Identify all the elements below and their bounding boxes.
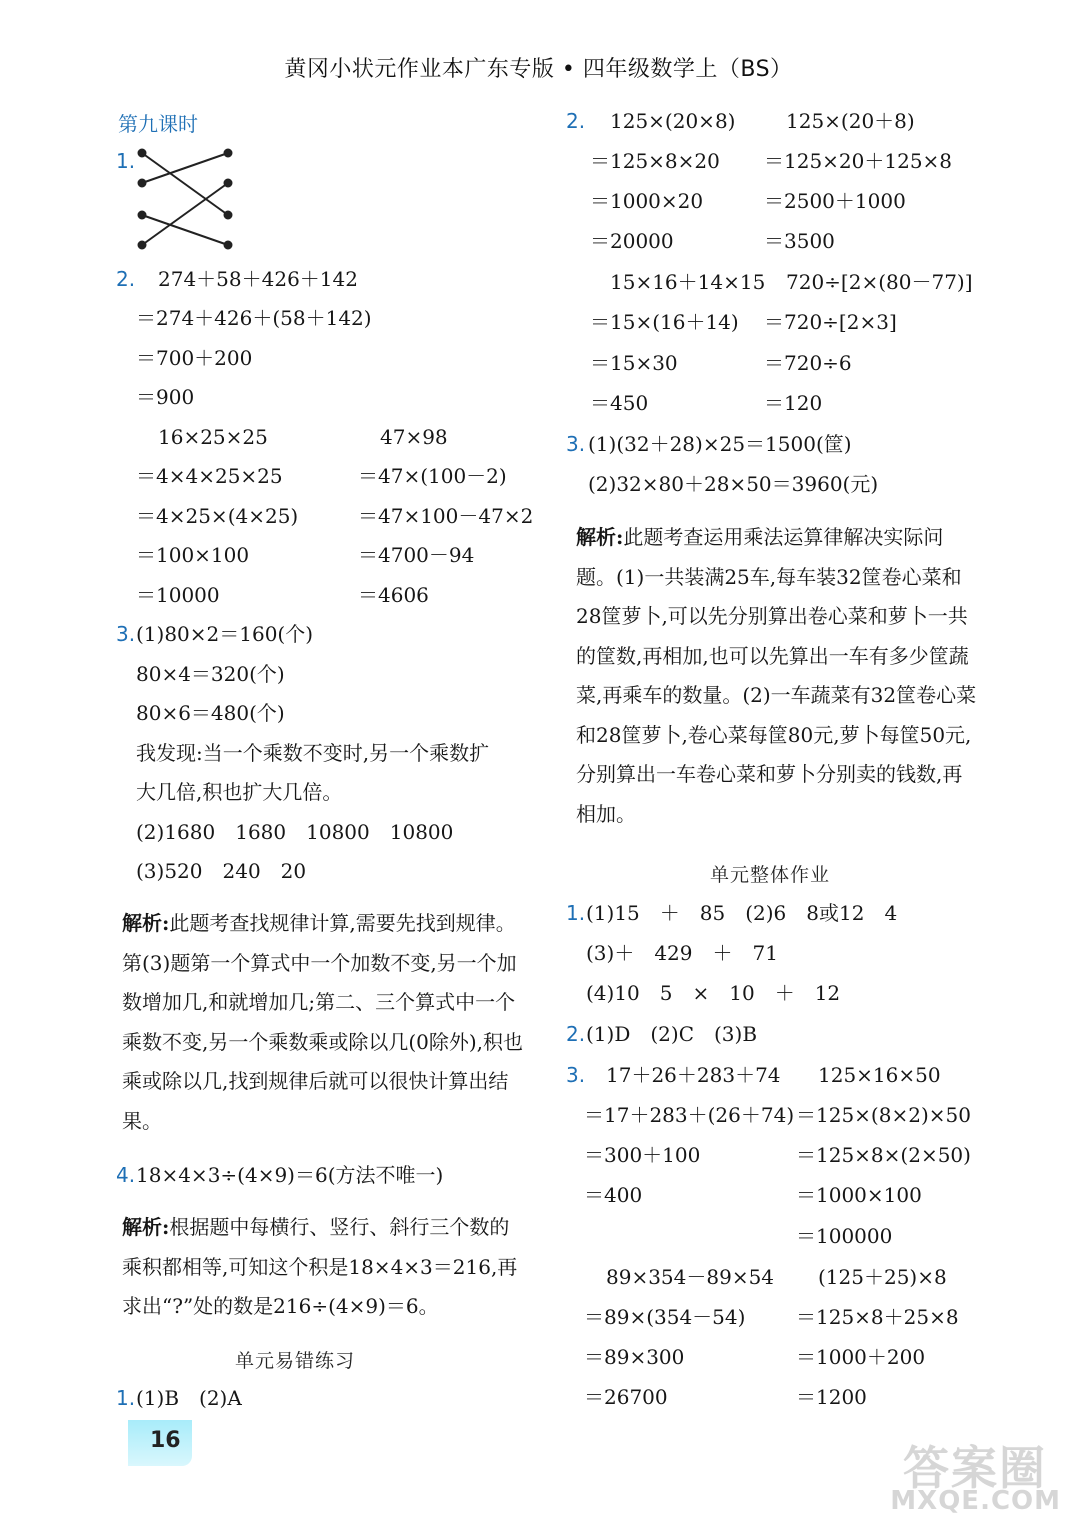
calc-line: ＝300＋100 — [584, 1143, 701, 1167]
matching-lines-diagram — [130, 145, 240, 255]
calc-line: 125×16×50 — [818, 1063, 941, 1087]
calc-line: 16×25×25 — [158, 425, 268, 449]
answer-line: (3)520 240 20 — [136, 859, 307, 883]
calc-line: 17＋26＋283＋74 — [606, 1063, 781, 1087]
answer-line: (2)32×80＋28×50＝3960(元) — [588, 472, 879, 496]
calc-line: ＝4606 — [358, 583, 429, 607]
question-3-number: 3. — [566, 1063, 586, 1087]
watermark-logo-text: 答案圈 — [903, 1441, 1047, 1495]
calc-line: ＝125×8＋25×8 — [796, 1305, 959, 1329]
calc-line: ＝89×300 — [584, 1345, 685, 1369]
watermark-logo — [877, 1428, 1067, 1528]
calc-line: ＝2500＋1000 — [764, 189, 906, 213]
calc-line: 15×16＋14×15 — [610, 270, 766, 294]
analysis-label: 解析: — [576, 525, 624, 549]
question-2-number: 2. — [116, 267, 136, 291]
analysis-paragraph — [576, 518, 978, 834]
question-2-number: 2. — [566, 109, 586, 133]
calc-line: ＝125×(8×2)×50 — [796, 1103, 971, 1127]
answer-line: 大几倍,积也扩大几倍。 — [136, 780, 343, 804]
analysis-paragraph — [122, 904, 524, 1141]
calc-line: ＝26700 — [584, 1385, 668, 1409]
page-header: 黄冈小状元作业本广东专版 • 四年级数学上（BS） — [284, 57, 793, 82]
calc-line: ＝89×(354－54) — [584, 1305, 746, 1329]
calc-line: ＝10000 — [136, 583, 220, 607]
calc-line: ＝720÷[2×3] — [764, 310, 897, 334]
answer-line: (1)D (2)C (3)B — [586, 1022, 758, 1046]
question-1-number: 1. — [116, 1386, 136, 1410]
calc-line: ＝4×4×25×25 — [136, 464, 283, 488]
calc-line: ＝3500 — [764, 229, 835, 253]
calc-line: 125×(20×8) — [610, 109, 736, 133]
analysis-label: 解析: — [122, 1215, 170, 1239]
page-number: 16 — [150, 1428, 181, 1453]
calc-line: ＝125×8×(2×50) — [796, 1143, 971, 1167]
answer-line: 18×4×3÷(4×9)＝6(方法不唯一) — [136, 1163, 444, 1187]
calc-line: ＝4700－94 — [358, 543, 475, 567]
answer-line: 80×6＝480(个) — [136, 701, 285, 725]
section-subheading: 单元易错练习 — [234, 1350, 355, 1372]
analysis-text: 此题考查运用乘法运算律解决实际问题。(1)一共装满25车,每车装32筐卷心菜和28筐萝卜,可以先分别算出卷心菜和萝卜一共的筐数,再相加,也可以先算出一车有多少筐蔬菜,再乘车的数量。(2)一车蔬菜有32筐卷心菜和28筐萝卜,卷心菜每筐80元,萝卜每筐50元,分别算出一车卷心菜和萝卜分别卖的钱数,再相加。 — [576, 525, 977, 826]
question-1-number: 1. — [566, 901, 586, 925]
question-3-number: 3. — [116, 622, 136, 646]
answer-line: (1)80×2＝160(个) — [136, 622, 314, 646]
calc-line: ＝15×(16＋14) — [590, 310, 739, 334]
calc-line: ＝20000 — [590, 229, 674, 253]
answer-line: (1)B (2)A — [136, 1386, 242, 1410]
calc-line: 720÷[2×(80－77)] — [786, 270, 973, 294]
calc-line: ＝100×100 — [136, 543, 250, 567]
calc-line: ＝274＋426＋(58＋142) — [136, 306, 372, 330]
calc-line: ＝125×20＋125×8 — [764, 149, 953, 173]
analysis-text: 此题考查找规律计算,需要先找到规律。第(3)题第一个算式中一个加数不变,另一个加数增加几,和就增加几;第二、三个算式中一个乘数不变,另一个乘数乘或除以几(0除外),积也乘或除以几,找到规律后就可以很快计算出结果。 — [122, 911, 524, 1133]
answer-line: 我发现:当一个乘数不变时,另一个乘数扩 — [136, 741, 490, 765]
answer-line: (1)15 ＋ 85 (2)6 8或12 4 — [586, 901, 898, 925]
question-3-number: 3. — [566, 432, 586, 456]
calc-line: ＝1200 — [796, 1385, 867, 1409]
answer-line: 80×4＝320(个) — [136, 662, 285, 686]
calc-line: ＝1000×100 — [796, 1183, 922, 1207]
calc-line: ＝900 — [136, 385, 195, 409]
calc-line: ＝400 — [584, 1183, 643, 1207]
answer-line: (2)1680 1680 10800 10800 — [136, 820, 454, 844]
calc-line: 47×98 — [380, 425, 448, 449]
calc-line: ＝4×25×(4×25) — [136, 504, 299, 528]
question-4-number: 4. — [116, 1163, 136, 1187]
calc-line: 89×354－89×54 — [606, 1265, 775, 1289]
page-number-tab — [128, 1420, 192, 1466]
calc-line: ＝450 — [590, 391, 649, 415]
calc-line: ＝125×8×20 — [590, 149, 720, 173]
answer-line: (1)(32＋28)×25＝1500(筐) — [588, 432, 852, 456]
analysis-text: 根据题中每横行、竖行、斜行三个数的乘积都相等,可知这个积是18×4×3＝216,再求出“?”处的数是216÷(4×9)＝6。 — [122, 1215, 518, 1318]
section-title: 第九课时 — [118, 112, 198, 136]
calc-line: ＝47×100－47×2 — [358, 504, 534, 528]
question-2-number: 2. — [566, 1022, 586, 1046]
section-subheading: 单元整体作业 — [709, 864, 830, 886]
calc-line: (125＋25)×8 — [818, 1265, 947, 1289]
calc-line: ＝47×(100－2) — [358, 464, 507, 488]
calc-line: ＝720÷6 — [764, 351, 852, 375]
answer-line: (3)＋ 429 ＋ 71 — [586, 941, 778, 965]
calc-line: ＝1000＋200 — [796, 1345, 926, 1369]
watermark-url: MXQE.COM — [890, 1486, 1061, 1516]
calc-line: 274＋58＋426＋142 — [158, 267, 358, 291]
analysis-label: 解析: — [122, 911, 170, 935]
calc-line: 125×(20＋8) — [786, 109, 915, 133]
calc-line: ＝120 — [764, 391, 823, 415]
calc-line: ＝1000×20 — [590, 189, 704, 213]
calc-line: ＝100000 — [796, 1224, 893, 1248]
analysis-paragraph — [122, 1208, 524, 1327]
question-1-number: 1. — [116, 149, 136, 173]
calc-line: ＝700＋200 — [136, 346, 253, 370]
calc-line: ＝15×30 — [590, 351, 678, 375]
answer-line: (4)10 5 × 10 ＋ 12 — [586, 981, 841, 1005]
calc-line: ＝17＋283＋(26＋74) — [584, 1103, 795, 1127]
